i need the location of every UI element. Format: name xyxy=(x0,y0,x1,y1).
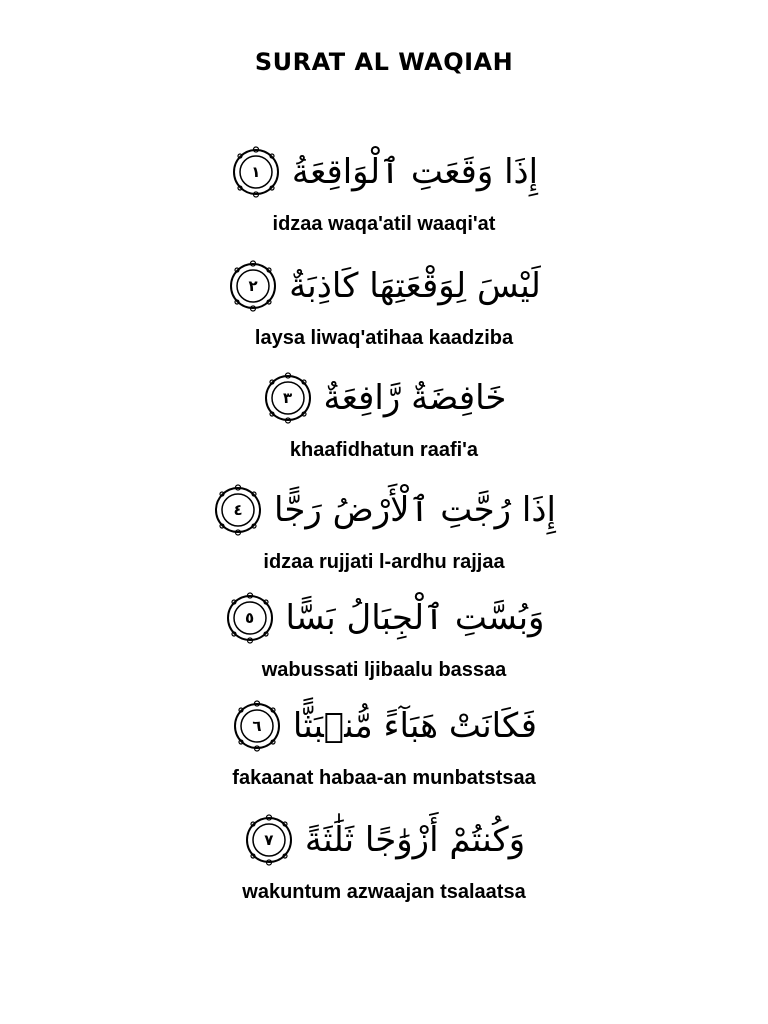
arabic-line xyxy=(0,254,768,318)
transliteration: idzaa waqa'atil waaqi'at xyxy=(272,213,496,235)
transliteration: wabussati ljibaalu bassaa xyxy=(261,659,507,681)
arabic-line xyxy=(0,694,768,758)
verse-5 xyxy=(0,586,768,698)
arabic-line xyxy=(0,140,768,204)
ayah-marker-icon xyxy=(262,372,314,424)
verse-6 xyxy=(0,694,768,806)
ayah-number: ٥ xyxy=(244,609,255,627)
ayah-number: ٧ xyxy=(264,831,274,849)
arabic-line xyxy=(0,478,768,542)
ayah-number: ٤ xyxy=(233,501,243,519)
ayah-number: ٦ xyxy=(252,717,262,735)
arabic-line xyxy=(0,808,768,872)
ayah-marker-icon xyxy=(230,146,282,198)
transliteration: laysa liwaq'atihaa kaadziba xyxy=(254,327,514,349)
arabic-verse-text: لَيْسَ لِوَقْعَتِهَا كَاذِبَةٌ xyxy=(289,266,541,306)
arabic-line xyxy=(0,366,768,430)
ayah-marker-icon xyxy=(212,484,264,536)
page-title: SURAT AL WAQIAH xyxy=(254,48,514,76)
verse-1 xyxy=(0,140,768,252)
arabic-verse-text: وَكُنتُمْ أَزْوَٰجًا ثَلَٰثَةً xyxy=(304,820,526,860)
ayah-marker-icon xyxy=(224,592,276,644)
verse-4 xyxy=(0,478,768,590)
arabic-verse-text: وَبُسَّتِ ٱلْجِبَالُ بَسًّا xyxy=(285,598,545,638)
ayah-marker-icon xyxy=(227,260,279,312)
ayah-number: ٣ xyxy=(282,389,293,407)
arabic-verse-text: إِذَا رُجَّتِ ٱلْأَرْضُ رَجًّا xyxy=(274,490,556,530)
verse-3 xyxy=(0,366,768,478)
arabic-verse-text: خَافِضَةٌ رَّافِعَةٌ xyxy=(323,378,507,418)
transliteration: wakuntum azwaajan tsalaatsa xyxy=(242,881,526,903)
transliteration: idzaa rujjati l-ardhu rajjaa xyxy=(263,551,505,573)
ayah-marker-icon xyxy=(243,814,295,866)
arabic-verse-text: فَكَانَتْ هَبَآءً مُّنۢبَثًّا xyxy=(292,706,538,746)
transliteration: fakaanat habaa-an munbatstsaa xyxy=(232,767,536,789)
ayah-marker-icon xyxy=(231,700,283,752)
arabic-verse-text: إِذَا وَقَعَتِ ٱلْوَاقِعَةُ xyxy=(291,152,539,192)
arabic-line xyxy=(0,586,768,650)
ayah-number: ١ xyxy=(251,163,261,181)
verse-7 xyxy=(0,808,768,920)
transliteration: khaafidhatun raafi'a xyxy=(289,439,479,461)
verse-2 xyxy=(0,254,768,366)
ayah-number: ٢ xyxy=(248,277,258,295)
